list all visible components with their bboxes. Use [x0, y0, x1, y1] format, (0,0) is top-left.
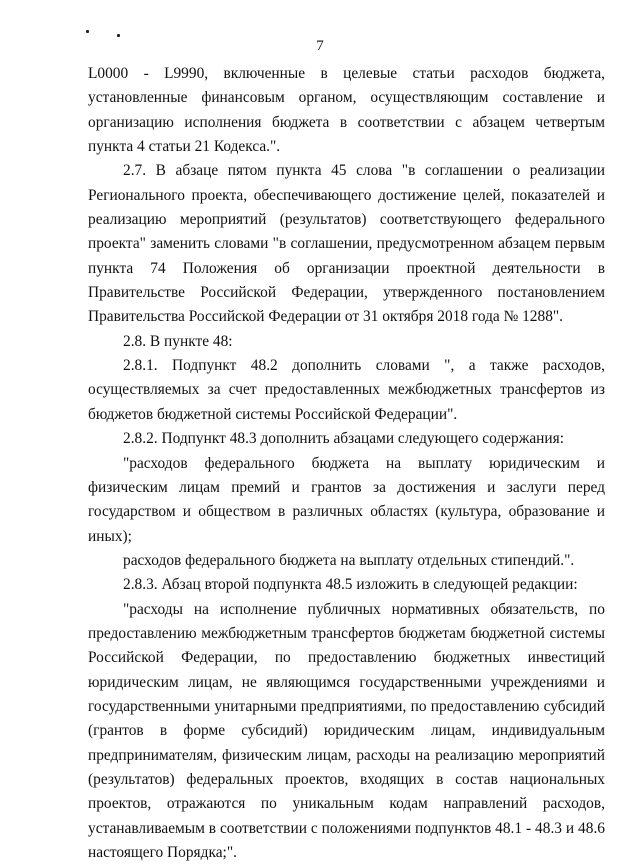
quoted-paragraph-expenses: "расходы на исполнение публичных нормативных обязательств, по предоставлению межбюджетным трансфертов бюджетам бюджетной системы Российской Федерации, по предоставлению бюджетных инвестиций юридическим лицам, не являющимся государственными учреждениями и государственными унитарными предприятиями, по предоставлению субсидий (грантов в форме субсидий) юридическим лицам, индивидуальным предпринимателям, физическим лицам, расходы на реализацию мероприятий (результатов) федеральных проектов, входящих в состав национальных проектов, отражаются по уникальным кодам направлений расходов, устанавливаемым в соответствии с положениями подпунктов 48.1 - 48.3 и 48.6 настоящего Порядка;". — [88, 600, 605, 861]
paragraph-2-8: 2.8. В пункте 48: — [123, 332, 233, 350]
paragraph-continuation: L0000 - L9990, включенные в целевые статьи расходов бюджета, установленные финансовым органом, осуществляющим составление и организацию исполнения бюджета в соответствии с абзацем четвертым пункта 4 статьи 21 Кодекса.". — [88, 65, 605, 156]
quoted-paragraph-premiums: "расходов федерального бюджета на выплату юридическим и физическим лицам премий и грантов за достижения и заслуги перед государством и обществом в различных областях (культура, образование и иных); — [88, 454, 605, 545]
paragraph-2-8-3: 2.8.3. Абзац второй подпункта 48.5 изложить в следующей редакции: — [123, 576, 578, 594]
scan-speck — [86, 30, 89, 33]
document-body — [88, 62, 605, 865]
quoted-paragraph-stipends: расходов федерального бюджета на выплату отдельных стипендий.". — [123, 551, 575, 569]
paragraph-2-8-1: 2.8.1. Подпункт 48.2 дополнить словами ", а также расходов, осуществляемых за счет предоставленных межбюджетных трансфертов из бюджетов бюджетной системы Российской Федерации". — [88, 357, 605, 423]
paragraph-2-7: 2.7. В абзаце пятом пункта 45 слова "в соглашении о реализации Регионального проекта, обеспечивающего достижение целей, показателей и реализацию мероприятий (результатов) соответствующего федерального проекта" заменить словами "в соглашении, предусмотренном абзацем первым пункта 74 Положения об организации проектной деятельности в Правительстве Российской Федерации, утвержденного постановлением Правительства Российской Федерации от 31 октября 2018 года № 1288". — [88, 162, 605, 326]
paragraph-2-8-2: 2.8.2. Подпункт 48.3 дополнить абзацами следующего содержания: — [123, 430, 564, 448]
page-number: 7 — [316, 38, 324, 54]
